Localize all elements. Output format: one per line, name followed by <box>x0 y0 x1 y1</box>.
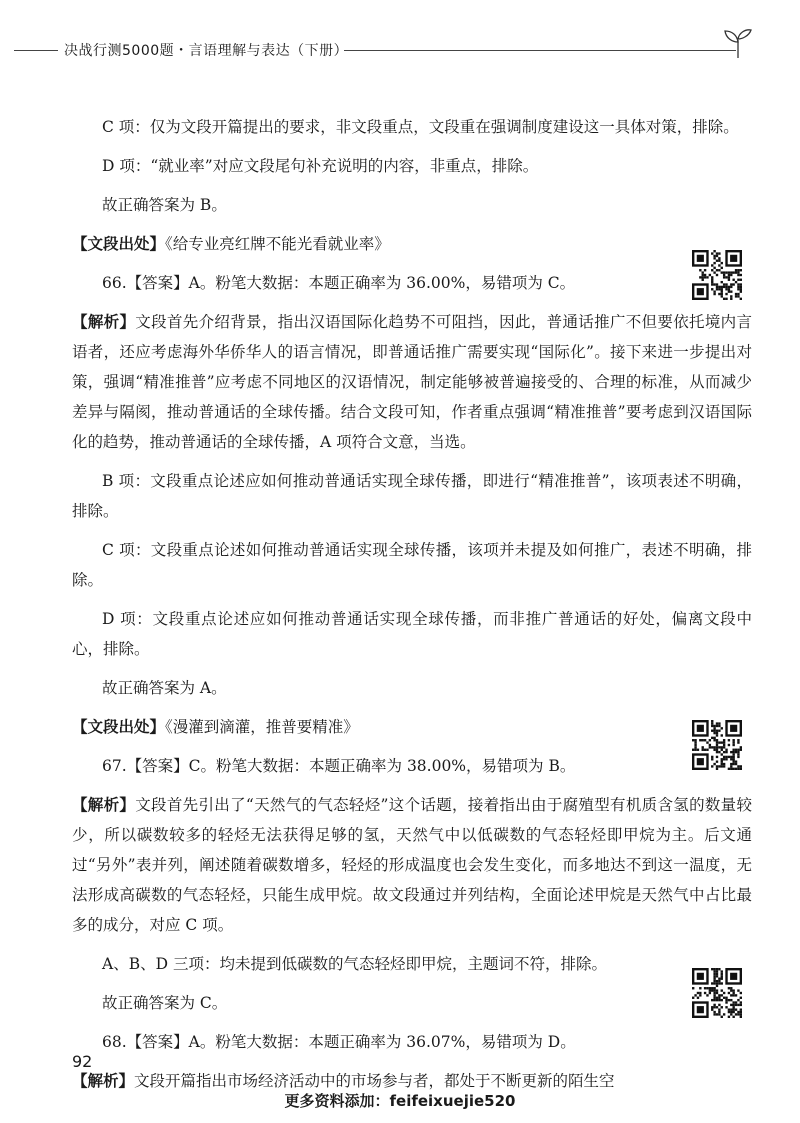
qr-code-67-icon <box>692 720 742 770</box>
option-analysis: D 项：“就业率”对应文段尾句补充说明的内容，非重点，排除。 <box>102 157 539 175</box>
source-line: 【文段出处】《给专业亮红牌不能光看就业率》 <box>72 235 390 253</box>
header-rule-right <box>344 50 736 51</box>
option-analysis: C 项：仅为文段开篇提出的要求，非文段重点，文段重在强调制度建设这一具体对策，排除。 <box>102 118 739 136</box>
page-number: 92 <box>72 1052 93 1071</box>
answer-conclusion: 故正确答案为 A。 <box>102 679 227 697</box>
question-68-answer: 68.【答案】A。粉笔大数据：本题正确率为 36.07%，易错项为 D。 <box>102 1033 576 1051</box>
question-67-answer: 67.【答案】C。粉笔大数据：本题正确率为 38.00%，易错项为 B。 <box>102 757 576 775</box>
analysis-paragraph: 【解析】文段首先引出了“天然气的气态轻烃”这个话题，接着指出由于腐殖型有机质含氢的数量较少，所以碳数较多的轻烃无法获得足够的氢，天然气中以低碳数的气态轻烃即甲烷为主。后文通过“另外”表并列，阐述随着碳数增多，轻烃的形成温度也会发生变化，而多地达不到这一温度，无法形成高碳数的气态轻烃，只能生成甲烷。故文段通过并列结构，全面论述甲烷是天然气中占比最多的成分，对应 C 项。 <box>72 796 752 934</box>
analysis-paragraph: 【解析】文段开篇指出市场经济活动中的市场参与者，都处于不断更新的陌生空 <box>72 1072 615 1090</box>
option-analysis: A、B、D 三项：均未提到低碳数的气态轻烃即甲烷，主题词不符，排除。 <box>102 955 607 973</box>
header-rule-left <box>14 50 58 51</box>
question-66-answer: 66.【答案】A。粉笔大数据：本题正确率为 36.00%，易错项为 C。 <box>102 274 576 292</box>
option-analysis: B 项：文段重点论述应如何推动普通话实现全球传播，即进行“精准推普”，该项表述不明确，排除。 <box>72 472 752 520</box>
book-title: 决战行测5000题・言语理解与表达（下册） <box>64 43 349 59</box>
analysis-paragraph: 【解析】文段首先介绍背景，指出汉语国际化趋势不可阻挡，因此，普通话推广不但要依托境内言语者，还应考虑海外华侨华人的语言情况，即普通话推广需要实现“国际化”。接下来进一步提出对策，强调“精准推普”应考虑不同地区的汉语情况，制定能够被普遍接受的、合理的标准，从而减少差异与隔阂，推动普通话的全球传播。结合文段可知，作者重点强调“精准推普”要考虑到汉语国际化的趋势，推动普通话的全球传播，A 项符合文意，当选。 <box>72 313 752 451</box>
option-analysis: C 项：文段重点论述如何推动普通话实现全球传播，该项并未提及如何推广，表述不明确，排除。 <box>72 541 752 589</box>
footer-note: 更多资料添加：feifeixuejie520 <box>284 1092 516 1110</box>
running-header <box>0 38 800 62</box>
sprout-icon <box>720 28 756 58</box>
qr-code-68-icon <box>692 968 742 1018</box>
answer-content <box>72 112 752 1105</box>
source-line: 【文段出处】《漫灌到滴灌，推普要精准》 <box>72 718 359 736</box>
option-analysis: D 项：文段重点论述应如何推动普通话实现全球传播，而非推广普通话的好处，偏离文段中心，排除。 <box>72 610 752 658</box>
qr-code-66-icon <box>692 250 742 300</box>
answer-conclusion: 故正确答案为 C。 <box>102 994 228 1012</box>
answer-conclusion: 故正确答案为 B。 <box>102 196 227 214</box>
